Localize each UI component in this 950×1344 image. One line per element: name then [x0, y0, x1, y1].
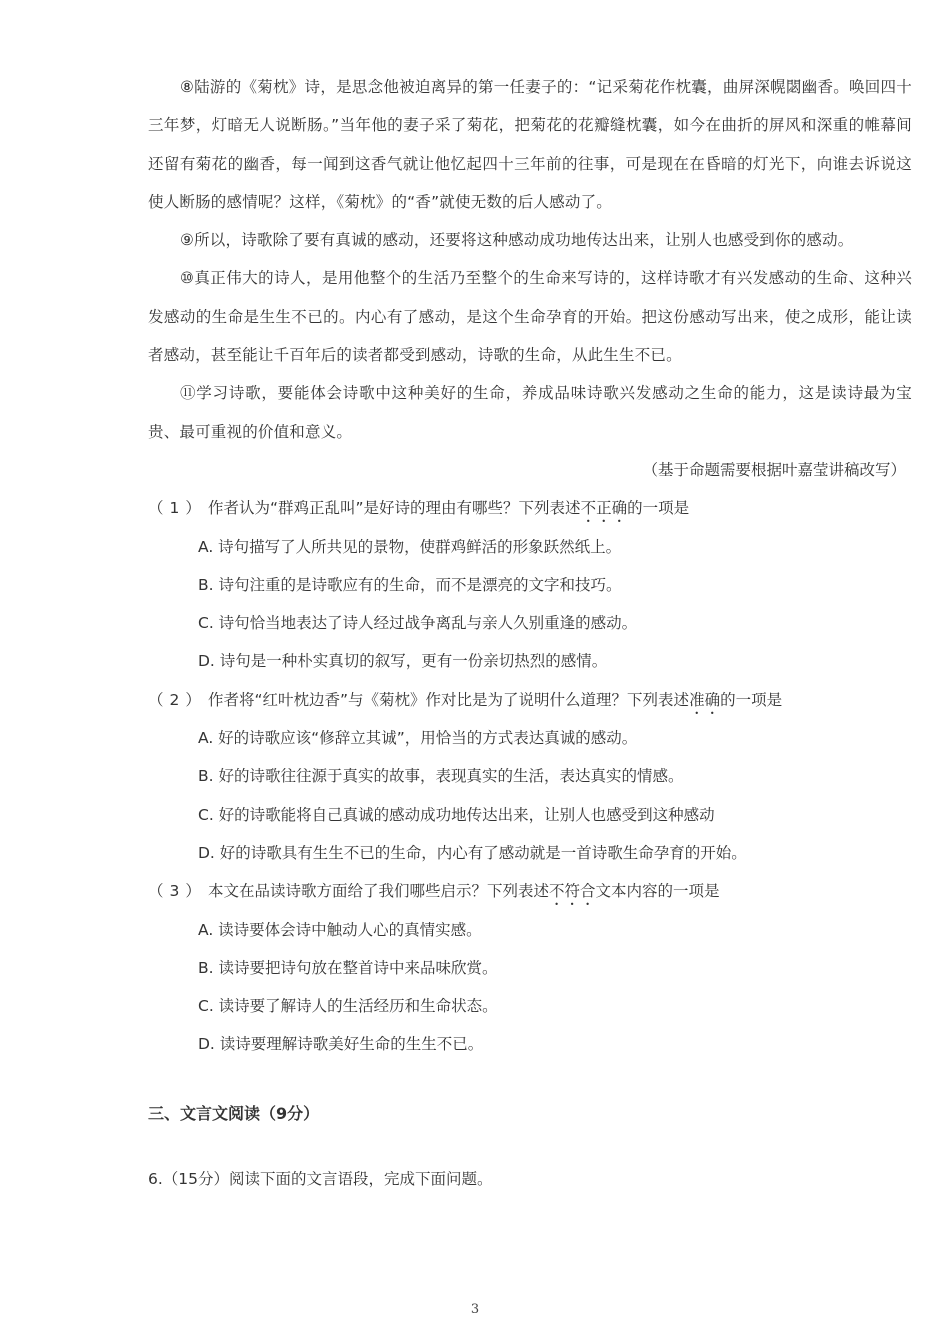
stem-emphasis: 不符合 [549, 882, 596, 901]
option-a: A. 读诗要体会诗中触动人心的真情实感。 [198, 920, 482, 939]
option-b: B. 诗句注重的是诗歌应有的生命，而不是漂亮的文字和技巧。 [198, 575, 622, 594]
stem-text: 作者将“红叶枕边香”与《菊枕》作对比是为了说明什么道理？下列表述 [208, 690, 690, 709]
question-1 [148, 489, 912, 680]
stem-text-end: 的一项是 [720, 690, 783, 709]
stem-text: 本文在品读诗歌方面给了我们哪些启示？下列表述 [208, 882, 550, 901]
stem-text: 作者认为“群鸡正乱叫”是好诗的理由有哪些？下列表述 [208, 499, 581, 518]
option-b: B. 读诗要把诗句放在整首诗中来品味欣赏。 [198, 958, 498, 977]
stem-emphasis: 不正确 [580, 499, 628, 518]
option-d: D. 好的诗歌具有生生不已的生命，内心有了感动就是一首诗歌生命孕育的开始。 [198, 843, 747, 862]
options-list [148, 528, 912, 681]
option-d: D. 诗句是一种朴实真切的叙写，更有一份亲切热烈的感情。 [198, 652, 608, 671]
question-number: （2） [148, 690, 207, 709]
question-stem [148, 489, 912, 527]
source-note: （基于命题需要根据叶嘉莹讲稿改写） [642, 460, 906, 479]
option-c: C. 诗句恰当地表达了诗人经过战争离乱与亲人久别重逢的感动。 [198, 614, 638, 633]
content-area [148, 68, 912, 1064]
page-number: 3 [470, 1302, 480, 1317]
option-c: C. 读诗要了解诗人的生活经历和生命状态。 [198, 997, 498, 1016]
paragraph-11: ⑪学习诗歌，要能体会诗歌中这种美好的生命，养成品味诗歌兴发感动之生命的能力，这是读诗最为宝贵、最可重视的价值和意义。 [148, 384, 912, 441]
paragraph-8: ⑧陆游的《菊枕》诗，是思念他被迫离异的第一任妻子的：“记采菊花作枕囊，曲屏深幌閟幽香。唤回四十三年梦，灯暗无人说断肠。”当年他的妻子采了菊花，把菊花的花瓣缝枕囊，如今在曲折的屏风和深重的帷幕间还留有菊花的幽香，每一闻到这香气就让他忆起四十三年前的往事，可是现在在昏暗的灯光下，向谁去诉说这使人断肠的感情呢？这样，《菊枕》的“香”就使无数的后人感动了。 [148, 78, 912, 211]
option-a: A. 好的诗歌应该“修辞立其诚”，用恰当的方式表达真诚的感动。 [198, 729, 638, 748]
question-stem [148, 681, 912, 719]
question-2 [148, 681, 912, 872]
stem-emphasis: 准确 [689, 690, 721, 709]
option-b: B. 好的诗歌往往源于真实的故事，表现真实的生活，表达真实的情感。 [198, 767, 684, 786]
question-6-prompt: 6.（15分）阅读下面的文言语段，完成下面问题。 [148, 1170, 493, 1188]
question-stem [148, 872, 912, 910]
paragraph-9: ⑨所以，诗歌除了要有真诚的感动，还要将这种感动成功地传达出来，让别人也感受到你的感动。 [180, 231, 854, 250]
question-number: （3） [148, 882, 207, 901]
option-a: A. 诗句描写了人所共见的景物，使群鸡鲜活的形象跃然纸上。 [198, 537, 622, 556]
section-title: 三、文言文阅读（9分） [148, 1104, 320, 1123]
option-c: C. 好的诗歌能将自己真诚的感动成功地传达出来，让别人也感受到这种感动 [198, 805, 715, 824]
options-list [148, 719, 912, 872]
stem-text-end: 文本内容的一项是 [595, 882, 720, 901]
options-list [148, 911, 912, 1064]
stem-text-end: 的一项是 [627, 499, 690, 518]
paragraph-10: ⑩真正伟大的诗人，是用他整个的生活乃至整个的生命来写诗的，这样诗歌才有兴发感动的生命、这种兴发感动的生命是生生不已的。内心有了感动，是这个生命孕育的开始。把这份感动写出来，使之成形，能让读者感动，甚至能让千百年后的读者都受到感动，诗歌的生命，从此生生不已。 [148, 269, 912, 365]
question-number: （1） [148, 499, 207, 518]
option-d: D. 读诗要理解诗歌美好生命的生生不已。 [198, 1035, 484, 1054]
question-3 [148, 872, 912, 1063]
